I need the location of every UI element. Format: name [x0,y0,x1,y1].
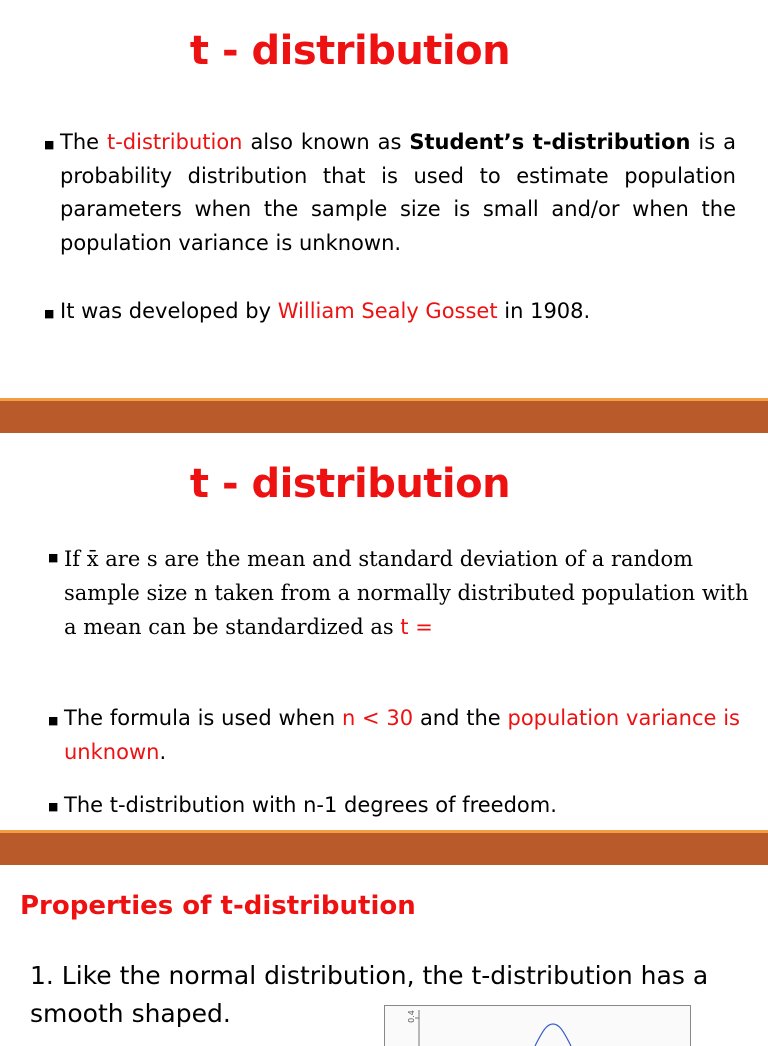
text-run: The formula is used when [64,706,342,730]
condition-n: n < 30 [341,706,414,730]
slide-separator [0,830,768,865]
bullet-paragraph [64,702,740,769]
square-bullet-icon: ■ [48,714,59,727]
slide-1 [0,0,768,398]
slide-separator [0,398,768,433]
text-run: . [159,739,167,764]
text-run: is a probability distribution that is used to estimate population parameters when the sample size is small and/or when the population variance is unknown. [60,130,737,255]
property-point: 1. Like the normal distribution, the t-distribution has a smooth shaped. [30,961,709,1028]
square-bullet-icon: ■ [44,138,55,151]
text-run: The [60,130,107,154]
text-run: and the [413,706,508,730]
square-bullet-icon: ■ [48,800,59,813]
bullet-paragraph [60,126,736,260]
condition-variance: population variance is unknown [64,706,740,764]
text-run: It was developed by [60,299,278,323]
curve-preview [385,1006,690,1046]
term-students-t: Student’s t-distribution [409,130,691,154]
square-bullet-icon: ■ [48,551,59,564]
slide-3 [0,865,768,1028]
separator-highlight [0,398,768,401]
slide-3-heading: Properties of t-distribution [20,891,416,921]
slide-2 [0,433,768,830]
text-run: also known as [242,130,410,154]
formula-label: t = [400,615,433,639]
bullet-paragraph: The t-distribution with n-1 degrees of freedom. [64,793,557,817]
bullet-paragraph [64,542,754,644]
term-t-distribution: t-distribution [107,130,243,154]
separator-highlight [0,830,768,833]
distribution-figure [384,1005,691,1046]
slide-1-title: t - distribution [189,28,511,74]
person-name: William Sealy Gosset [277,299,498,323]
text-run: in 1908. [497,299,591,323]
axis-tick-label: 0.4 [406,1010,416,1023]
text-run: If x̄ are s are the mean and standard deviation of a random sample size n taken from a normally distributed population with a mean can be standardized as [64,547,749,639]
slide-2-title: t - distribution [189,461,511,507]
bullet-paragraph [60,295,736,329]
square-bullet-icon: ■ [44,307,55,320]
